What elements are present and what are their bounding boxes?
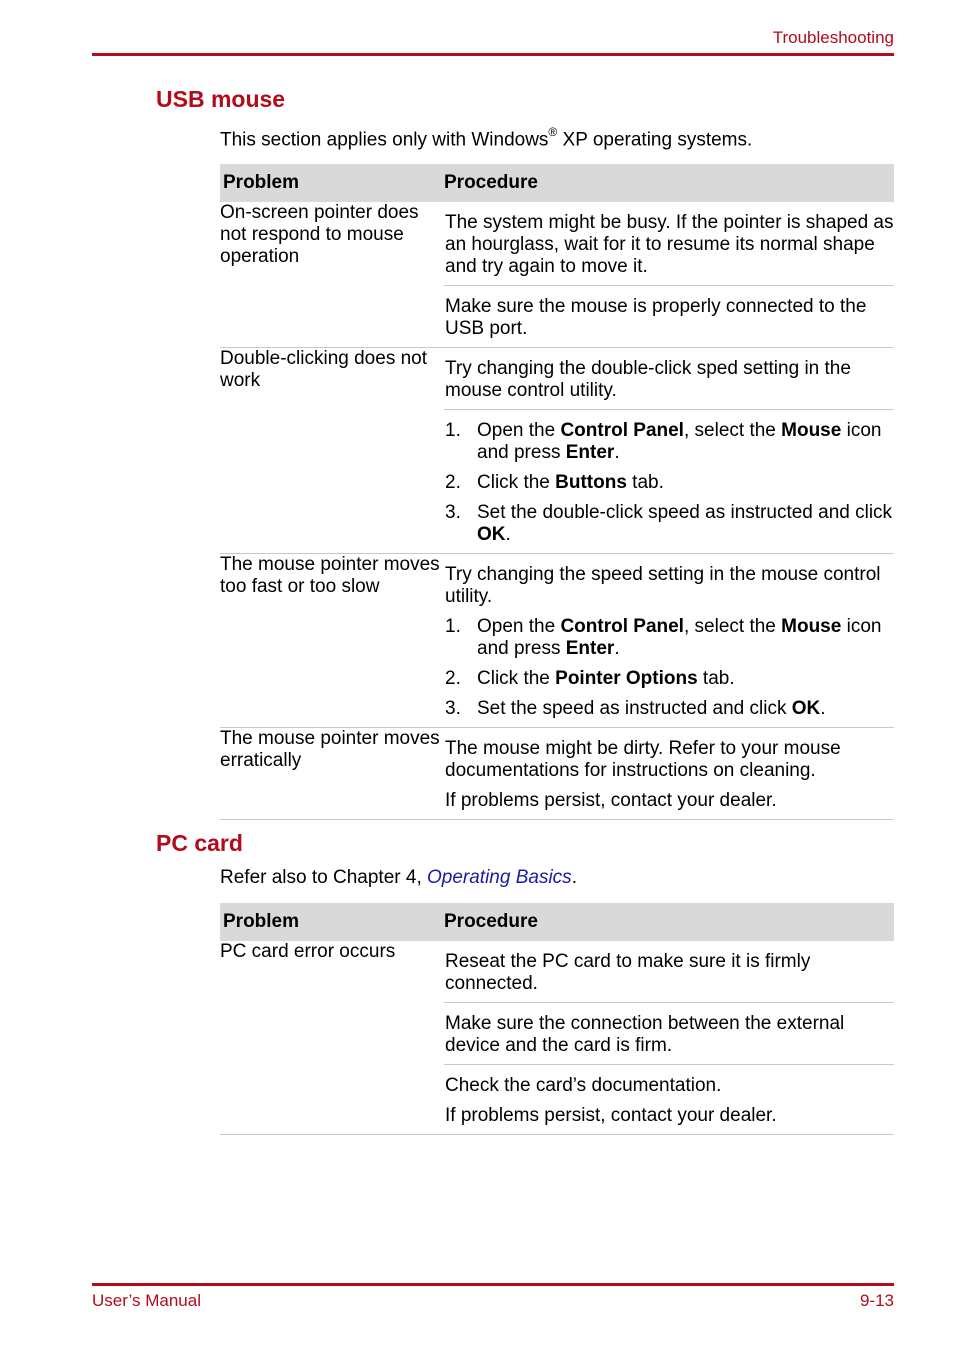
procedure-text: Make sure the connection between the external device and the card is firm.: [445, 1013, 845, 1056]
procedure-text: Check the card’s documentation.: [445, 1075, 722, 1096]
list-item: [445, 616, 894, 660]
procedure-block: [444, 941, 894, 1002]
step-number: 3.: [445, 698, 461, 719]
list-item: [445, 668, 894, 690]
list-item: [445, 472, 894, 494]
procedure-text: Try changing the double-click sped setting in the mouse control utility.: [445, 358, 851, 401]
col-procedure-header: Procedure: [444, 164, 894, 202]
procedure-text: If problems persist, contact your dealer.: [445, 1105, 777, 1126]
procedure-cell: [444, 554, 894, 728]
pc-card-intro: Refer also to Chapter 4, Operating Basics.: [220, 867, 577, 888]
procedure-cell: [444, 728, 894, 820]
usb-mouse-table: [220, 164, 894, 820]
page-number: 9-13: [859, 1291, 894, 1310]
procedure-block: [444, 1002, 894, 1064]
col-procedure-header: Procedure: [444, 903, 894, 941]
footer-rule: [92, 1283, 894, 1286]
list-item: [445, 698, 894, 720]
procedure-block: [444, 1064, 894, 1134]
procedure-block: [444, 554, 894, 727]
step-text: Set the speed as instructed and click OK.: [477, 698, 826, 719]
procedure-steps: [444, 409, 894, 553]
table-row: [220, 348, 894, 554]
table-header-row: [220, 164, 894, 202]
table-row: [220, 554, 894, 728]
operating-basics-link[interactable]: Operating Basics: [427, 867, 572, 888]
step-text: Click the Pointer Options tab.: [477, 668, 735, 689]
list-item: [445, 420, 894, 464]
procedure-text: Try changing the speed setting in the mouse control utility.: [445, 564, 881, 607]
procedure-text: Reseat the PC card to make sure it is firmly connected.: [445, 951, 811, 994]
list-item: [445, 502, 894, 546]
running-header: Troubleshooting: [772, 28, 894, 47]
problem-cell: On-screen pointer does not respond to mouse operation: [220, 202, 444, 348]
problem-cell: The mouse pointer moves too fast or too slow: [220, 554, 444, 728]
step-text: Open the Control Panel, select the Mouse icon and press Enter.: [477, 420, 882, 463]
procedure-block: [444, 285, 894, 347]
table-header-row: [220, 903, 894, 941]
table-row: [220, 941, 894, 1135]
problem-cell: Double-clicking does not work: [220, 348, 444, 554]
procedure-cell: [444, 941, 894, 1135]
usb-intro: This section applies only with Windows® XP operating systems.: [220, 125, 753, 151]
problem-cell: PC card error occurs: [220, 941, 444, 1135]
step-text: Click the Buttons tab.: [477, 472, 664, 493]
procedure-text: The mouse might be dirty. Refer to your mouse documentations for instructions on cleaning.: [445, 738, 841, 781]
pc-card-table: [220, 903, 894, 1135]
col-problem-header: Problem: [220, 903, 444, 941]
procedure-block: [444, 728, 894, 819]
step-number: 3.: [445, 502, 461, 523]
pc-card-heading: PC card: [156, 830, 243, 856]
table-row: [220, 728, 894, 820]
procedure-text: The system might be busy. If the pointer is shaped as an hourglass, wait for it to resume its normal shape and try again to move it.: [445, 212, 894, 277]
step-number: 2.: [445, 668, 461, 689]
step-number: 2.: [445, 472, 461, 493]
procedure-cell: [444, 348, 894, 554]
step-number: 1.: [445, 420, 461, 441]
procedure-block: [444, 348, 894, 409]
step-text: Set the double-click speed as instructed and click OK.: [477, 502, 893, 545]
step-text: Open the Control Panel, select the Mouse icon and press Enter.: [477, 616, 882, 659]
problem-cell: The mouse pointer moves erratically: [220, 728, 444, 820]
procedure-cell: [444, 202, 894, 348]
footer-manual-title: User’s Manual: [92, 1291, 201, 1310]
procedure-text: Make sure the mouse is properly connected to the USB port.: [445, 296, 867, 339]
procedure-text: If problems persist, contact your dealer.: [445, 790, 777, 811]
header-rule: [92, 53, 894, 56]
usb-mouse-heading: USB mouse: [156, 86, 286, 112]
procedure-block: [444, 202, 894, 285]
table-row: [220, 202, 894, 348]
col-problem-header: Problem: [220, 164, 444, 202]
step-number: 1.: [445, 616, 461, 637]
